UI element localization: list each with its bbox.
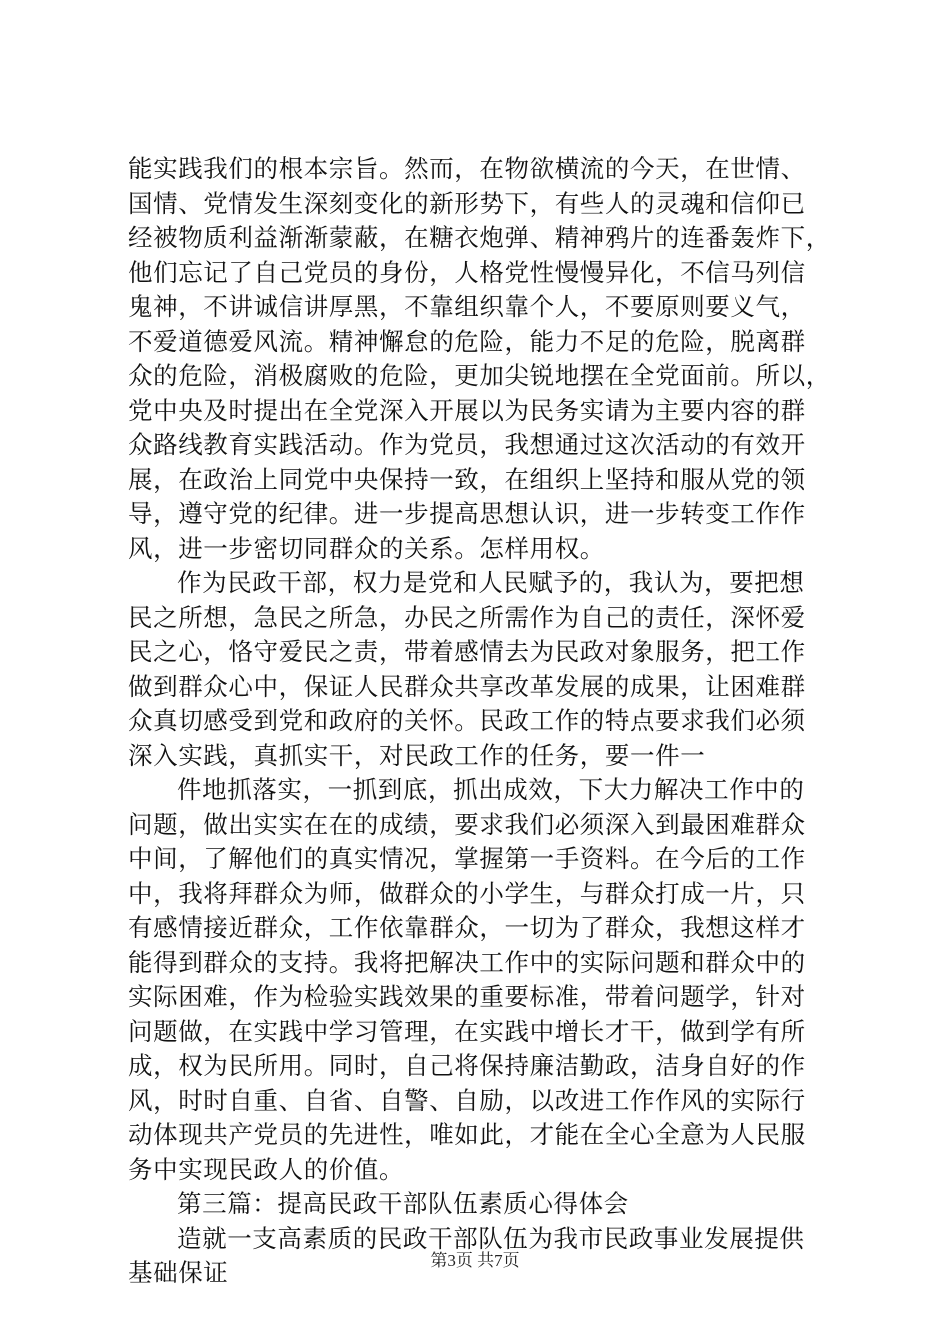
text-line: 件地抓落实，一抓到底，抓出成效，下大力解决工作中的 [177, 775, 805, 804]
page-number-footer: 第3页 共7页 [430, 1251, 520, 1270]
text-line: 造就一支高素质的民政干部队伍为我市民政事业发展提供 [177, 1223, 805, 1253]
text-line: 众的危险，消极腐败的危险，更加尖锐地摆在全党面前。所以， [128, 361, 831, 390]
text-line: 中间，了解他们的真实情况，掌握第一手资料。在今后的工作 [128, 844, 806, 873]
text-line: 有感情接近群众，工作依靠群众，一切为了群众，我想这样才 [128, 913, 806, 942]
text-line: 中，我将拜群众为师，做群众的小学生，与群众打成一片，只 [128, 878, 806, 908]
text-line: 展，在政治上同党中央保持一致，在组织上坚持和服从党的领 [128, 464, 806, 494]
text-line: 经被物质利益渐渐蒙蔽，在糖衣炮弹、精神鸦片的连番轰炸下， [128, 223, 831, 252]
text-line: 做到群众心中，保证人民群众共享改革发展的成果，让困难群 [128, 671, 806, 701]
text-line: 动体现共产党员的先进性，唯如此，才能在全心全意为人民服 [128, 1120, 806, 1149]
text-line: 务中实现民政人的价值。 [128, 1154, 405, 1184]
text-line: 众路线教育实践活动。作为党员，我想通过这次活动的有效开 [128, 430, 806, 459]
text-line: 导，遵守党的纪律。进一步提高思想认识，进一步转变工作作 [128, 499, 806, 528]
text-line: 众真切感受到党和政府的关怀。民政工作的特点要求我们必须 [128, 706, 806, 735]
text-line: 民之心，恪守爱民之责，带着感情去为民政对象服务，把工作 [128, 637, 806, 666]
text-line: 鬼神，不讲诚信讲厚黑，不靠组织靠个人，不要原则要义气， [128, 292, 806, 321]
document-body [128, 152, 831, 1291]
text-line: 深入实践，真抓实干，对民政工作的任务，要一件一 [128, 740, 706, 770]
text-line: 实际困难，作为检验实践效果的重要标准，带着问题学，针对 [128, 982, 806, 1011]
text-line: 能实践我们的根本宗旨。然而，在物欲横流的今天，在世情、 [128, 154, 806, 183]
section-heading: 第三篇：提高民政干部队伍素质心得体会 [177, 1189, 629, 1218]
text-line: 不爱道德爱风流。精神懈怠的危险，能力不足的危险，脱离群 [128, 326, 806, 356]
text-line: 国情、党情发生深刻变化的新形势下，有些人的灵魂和信仰已 [128, 188, 806, 218]
text-line: 问题，做出实实在在的成绩，要求我们必须深入到最困难群众 [128, 809, 806, 839]
text-line: 民之所想，急民之所急，办民之所需作为自己的责任，深怀爱 [128, 602, 806, 632]
text-line: 成，权为民所用。同时，自己将保持廉洁勤政，洁身自好的作 [128, 1051, 806, 1080]
text-line: 基础保证 [128, 1258, 229, 1287]
text-line: 风，进一步密切同群众的关系。怎样用权。 [128, 533, 605, 563]
text-line: 他们忘记了自己党员的身份，人格党性慢慢异化，不信马列信 [128, 257, 806, 287]
text-line: 能得到群众的支持。我将把解决工作中的实际问题和群众中的 [128, 947, 806, 977]
text-line: 党中央及时提出在全党深入开展以为民务实请为主要内容的群 [128, 395, 806, 425]
text-line: 问题做，在实践中学习管理，在实践中增长才干，做到学有所 [128, 1016, 806, 1046]
text-line: 作为民政干部，权力是党和人民赋予的，我认为，要把想 [177, 568, 805, 597]
text-line: 风，时时自重、自省、自警、自励，以改进工作作风的实际行 [128, 1085, 806, 1115]
